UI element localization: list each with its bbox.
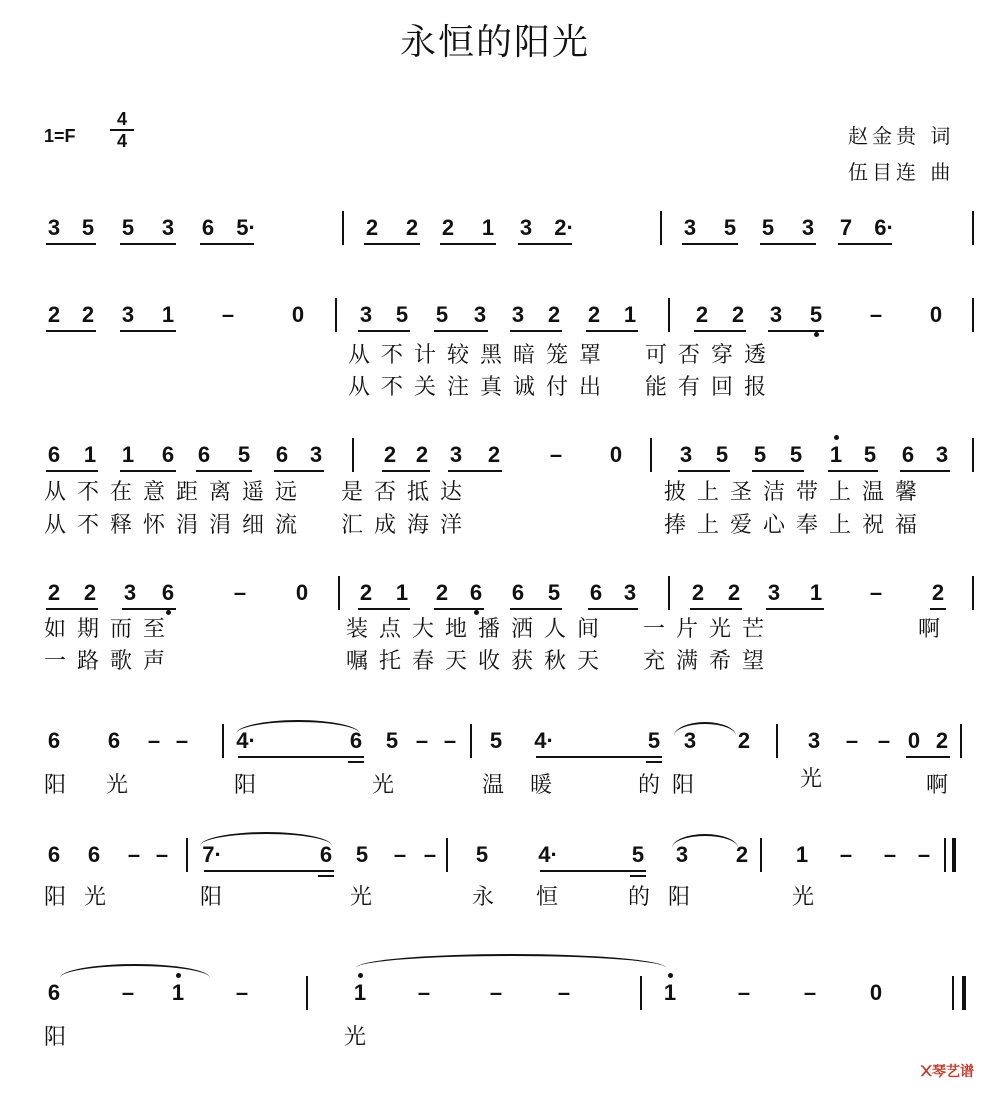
note: 3 — [511, 302, 525, 327]
site-logo: ᙭琴艺谱 — [920, 1064, 974, 1080]
note: 5 — [355, 842, 369, 867]
lyric-text: 光 — [84, 885, 107, 910]
note: 1 — [623, 302, 637, 327]
note: 6 — [901, 442, 915, 467]
lyric-text: 从不计较黑暗笼罩 可否穿透 — [348, 343, 778, 368]
note: 3 — [519, 215, 533, 240]
extension-dash: – — [869, 580, 883, 605]
composer-credit: 伍目连 曲 — [848, 160, 955, 184]
extension-dash: – — [877, 728, 891, 753]
lyric-text: 暖 — [530, 773, 553, 798]
lyric-text: 阳 — [44, 1025, 67, 1050]
extension-dash: – — [443, 728, 457, 753]
key-signature: 1=F — [44, 126, 76, 146]
note: 2 — [935, 728, 949, 753]
lyric-text: 永 — [472, 885, 495, 910]
lyricist-credit: 赵金贵 词 — [848, 124, 955, 148]
note: 2 — [737, 728, 751, 753]
bar-line — [650, 438, 652, 472]
lyric-text: 如期而至 — [44, 617, 177, 642]
note: 2 — [735, 842, 749, 867]
note: 5 — [395, 302, 409, 327]
note: 2 — [931, 580, 945, 605]
lyric-text: 披上圣洁带上温馨 — [664, 480, 929, 505]
note: 5 — [631, 842, 645, 867]
beam-underline — [510, 330, 562, 332]
beam-underline-2 — [318, 875, 334, 877]
note: 2 — [731, 302, 745, 327]
notation-line — [0, 215, 990, 255]
note: 5 — [81, 215, 95, 240]
note: 6 — [47, 980, 61, 1005]
beam-underline — [238, 756, 364, 758]
beam-underline — [358, 330, 410, 332]
note: 7 — [839, 215, 853, 240]
note: 1 — [795, 842, 809, 867]
extension-dash: – — [127, 842, 141, 867]
note: 2 — [383, 442, 397, 467]
note: 6 — [466, 580, 486, 606]
note: 1 — [161, 302, 175, 327]
beam-underline — [838, 243, 892, 245]
note: 5 — [715, 442, 729, 467]
note: 3 — [359, 302, 373, 327]
beam-underline — [678, 470, 730, 472]
note: 3 — [473, 302, 487, 327]
notation-line — [0, 980, 990, 1020]
note: 4· — [534, 728, 554, 753]
note: 6 — [47, 842, 61, 867]
notation-line — [0, 728, 990, 768]
note: 2 — [47, 580, 61, 605]
beam-underline — [434, 608, 484, 610]
note: 4· — [538, 842, 558, 867]
note: 3 — [623, 580, 637, 605]
note: 2 — [47, 302, 61, 327]
extension-dash: – — [155, 842, 169, 867]
beam-underline — [760, 243, 816, 245]
beam-underline — [690, 608, 742, 610]
note: 6 — [161, 442, 175, 467]
extension-dash: – — [737, 980, 751, 1005]
beam-underline — [46, 330, 96, 332]
beam-underline — [196, 470, 252, 472]
beam-underline — [382, 470, 430, 472]
note: 5· — [236, 215, 256, 240]
lyric-text: 啊 — [918, 617, 941, 642]
lyric-text: 从不关注真诚付出 能有回报 — [348, 375, 778, 400]
note: 2 — [547, 302, 561, 327]
note: 1 — [83, 442, 97, 467]
lyric-text: 阳 — [200, 885, 223, 910]
extension-dash: – — [845, 728, 859, 753]
beam-underline — [120, 330, 176, 332]
note: 2 — [415, 442, 429, 467]
note: 2 — [83, 580, 97, 605]
bar-line — [352, 438, 354, 472]
extension-dash: – — [489, 980, 503, 1005]
note: 1 — [481, 215, 495, 240]
note: 3 — [683, 728, 697, 753]
note: 5 — [863, 442, 877, 467]
note: 2· — [554, 215, 574, 240]
note: 2 — [365, 215, 379, 240]
note: 6 — [47, 728, 61, 753]
beam-underline — [274, 470, 324, 472]
beam-underline — [586, 330, 638, 332]
beam-underline — [828, 470, 878, 472]
note: 2 — [587, 302, 601, 327]
bar-line — [972, 576, 974, 610]
bar-line — [760, 838, 762, 872]
beam-underline — [518, 243, 572, 245]
tie-arc — [674, 722, 736, 736]
beam-underline — [46, 608, 98, 610]
note: 6 — [197, 442, 211, 467]
lyric-text: 嘱托春天收获秋天 充满希望 — [346, 649, 776, 674]
note: 6 — [158, 580, 178, 606]
note: 3 — [801, 215, 815, 240]
tie-arc — [236, 720, 360, 734]
beam-underline — [930, 608, 946, 610]
logo-icon: ᙭ — [920, 1064, 932, 1080]
bar-line — [972, 438, 974, 472]
bar-line — [960, 724, 962, 758]
note: 5 — [723, 215, 737, 240]
beam-underline — [448, 470, 502, 472]
beam-underline — [694, 330, 746, 332]
beam-underline — [540, 870, 646, 872]
note: 5 — [237, 442, 251, 467]
extension-dash: – — [557, 980, 571, 1005]
note: 5 — [547, 580, 561, 605]
note: 6 — [589, 580, 603, 605]
beam-underline — [46, 243, 96, 245]
note: 3 — [309, 442, 323, 467]
note: 3 — [121, 302, 135, 327]
note: 5 — [121, 215, 135, 240]
lyric-text: 的 — [638, 773, 661, 798]
extension-dash: – — [423, 842, 437, 867]
beam-underline — [536, 756, 662, 758]
note: 5 — [789, 442, 803, 467]
beam-underline — [122, 608, 176, 610]
note: 2 — [441, 215, 455, 240]
note: 6 — [201, 215, 215, 240]
lyric-text: 装点大地播洒人间 一片光芒 — [346, 617, 776, 642]
lyric-text: 阳 — [672, 773, 695, 798]
bar-line — [306, 976, 308, 1010]
bar-line — [186, 838, 188, 872]
extension-dash: – — [233, 580, 247, 605]
lyric-text: 温 — [482, 773, 505, 798]
note: 1 — [826, 442, 846, 468]
note: 6 — [107, 728, 121, 753]
notation-line — [0, 842, 990, 882]
beam-underline — [752, 470, 804, 472]
beam-underline — [200, 243, 254, 245]
beam-underline — [906, 756, 950, 758]
note: 6 — [349, 728, 363, 753]
extension-dash: – — [549, 442, 563, 467]
time-signature: 4 4 — [110, 110, 134, 150]
note: 2 — [487, 442, 501, 467]
extension-dash: – — [415, 728, 429, 753]
note: 0 — [609, 442, 623, 467]
note: 7· — [202, 842, 222, 867]
extension-dash: – — [803, 980, 817, 1005]
bar-line — [972, 211, 974, 245]
beam-underline — [766, 608, 824, 610]
note: 5 — [489, 728, 503, 753]
note: 2 — [359, 580, 373, 605]
beam-underline — [768, 330, 824, 332]
beam-underline — [588, 608, 638, 610]
lyric-text: 光 — [372, 773, 395, 798]
beam-underline — [900, 470, 950, 472]
bar-line — [776, 724, 778, 758]
extension-dash: – — [417, 980, 431, 1005]
final-bar-line — [952, 838, 956, 872]
lyric-text: 阳 — [668, 885, 691, 910]
extension-dash: – — [221, 302, 235, 327]
note: 6 — [87, 842, 101, 867]
note: 0 — [869, 980, 883, 1005]
beam-underline — [364, 243, 420, 245]
note: 5 — [753, 442, 767, 467]
note: 1 — [350, 980, 370, 1006]
bar-line — [972, 298, 974, 332]
note: 4· — [236, 728, 256, 753]
extension-dash: – — [121, 980, 135, 1005]
beam-underline — [358, 608, 410, 610]
beam-underline — [120, 243, 176, 245]
lyric-text: 阳 — [44, 773, 67, 798]
note: 5 — [761, 215, 775, 240]
tie-arc — [200, 832, 332, 846]
lyric-text: 光 — [792, 885, 815, 910]
beam-underline-2 — [646, 761, 662, 763]
lyric-text: 光 — [344, 1025, 367, 1050]
lyric-text: 阳 — [234, 773, 257, 798]
note: 2 — [405, 215, 419, 240]
beam-underline — [204, 870, 334, 872]
extension-dash: – — [917, 842, 931, 867]
song-title: 永恒的阳光 — [399, 22, 590, 63]
note: 1 — [121, 442, 135, 467]
note: 5 — [385, 728, 399, 753]
note: 0 — [291, 302, 305, 327]
bar-line — [668, 298, 670, 332]
lyric-text: 啊 — [926, 773, 949, 798]
bar-line — [944, 838, 946, 872]
beam-underline — [434, 330, 488, 332]
note: 3 — [683, 215, 697, 240]
note: 3 — [449, 442, 463, 467]
note: 2 — [727, 580, 741, 605]
bar-line — [335, 298, 337, 332]
lyric-text: 从不释怀涓涓细流 汇成海洋 — [44, 513, 474, 538]
beam-underline — [510, 608, 562, 610]
beam-underline — [120, 470, 176, 472]
bar-line — [660, 211, 662, 245]
note: 6 — [511, 580, 525, 605]
bar-line — [952, 976, 954, 1010]
note: 3 — [935, 442, 949, 467]
note: 5 — [806, 302, 826, 328]
note: 3 — [47, 215, 61, 240]
bar-line — [640, 976, 642, 1010]
tie-arc — [356, 954, 666, 968]
lyric-text: 恒 — [536, 885, 559, 910]
extension-dash: – — [147, 728, 161, 753]
note: 5 — [435, 302, 449, 327]
note: 3 — [679, 442, 693, 467]
tie-arc — [672, 834, 738, 848]
bar-line — [342, 211, 344, 245]
note: 3 — [123, 580, 137, 605]
note: 1 — [809, 580, 823, 605]
note: 3 — [807, 728, 821, 753]
extension-dash: – — [235, 980, 249, 1005]
lyric-text: 光 — [800, 767, 823, 792]
bar-line — [338, 576, 340, 610]
lyric-text: 一路歌声 — [44, 649, 177, 674]
beam-underline-2 — [348, 761, 364, 763]
notation-line — [0, 302, 990, 342]
note: 0 — [295, 580, 309, 605]
note: 2 — [695, 302, 709, 327]
bar-line — [446, 838, 448, 872]
extension-dash: – — [175, 728, 189, 753]
extension-dash: – — [883, 842, 897, 867]
note: 2 — [81, 302, 95, 327]
lyric-text: 的 — [628, 885, 651, 910]
final-bar-line — [962, 976, 966, 1010]
lyric-text: 捧上爱心奉上祝福 — [664, 513, 929, 538]
note: 3 — [675, 842, 689, 867]
note: 3 — [769, 302, 783, 327]
bar-line — [470, 724, 472, 758]
note: 6 — [275, 442, 289, 467]
lyric-text: 光 — [350, 885, 373, 910]
note: 2 — [435, 580, 449, 605]
extension-dash: – — [869, 302, 883, 327]
extension-dash: – — [839, 842, 853, 867]
beam-underline — [440, 243, 496, 245]
bar-line — [222, 724, 224, 758]
note: 6· — [874, 215, 894, 240]
lyric-text: 阳 — [44, 885, 67, 910]
note: 5 — [647, 728, 661, 753]
note: 1 — [395, 580, 409, 605]
note: 1 — [168, 980, 188, 1006]
note: 5 — [475, 842, 489, 867]
note: 0 — [907, 728, 921, 753]
bar-line — [668, 576, 670, 610]
note: 3 — [161, 215, 175, 240]
note: 0 — [929, 302, 943, 327]
note: 6 — [47, 442, 61, 467]
beam-underline — [46, 470, 98, 472]
beam-underline-2 — [630, 875, 646, 877]
note: 2 — [691, 580, 705, 605]
lyric-text: 从不在意距离遥远 是否抵达 — [44, 480, 474, 505]
note: 6 — [319, 842, 333, 867]
beam-underline — [682, 243, 738, 245]
note: 1 — [660, 980, 680, 1006]
note: 3 — [767, 580, 781, 605]
extension-dash: – — [393, 842, 407, 867]
tie-arc — [60, 964, 210, 978]
lyric-text: 光 — [106, 773, 129, 798]
